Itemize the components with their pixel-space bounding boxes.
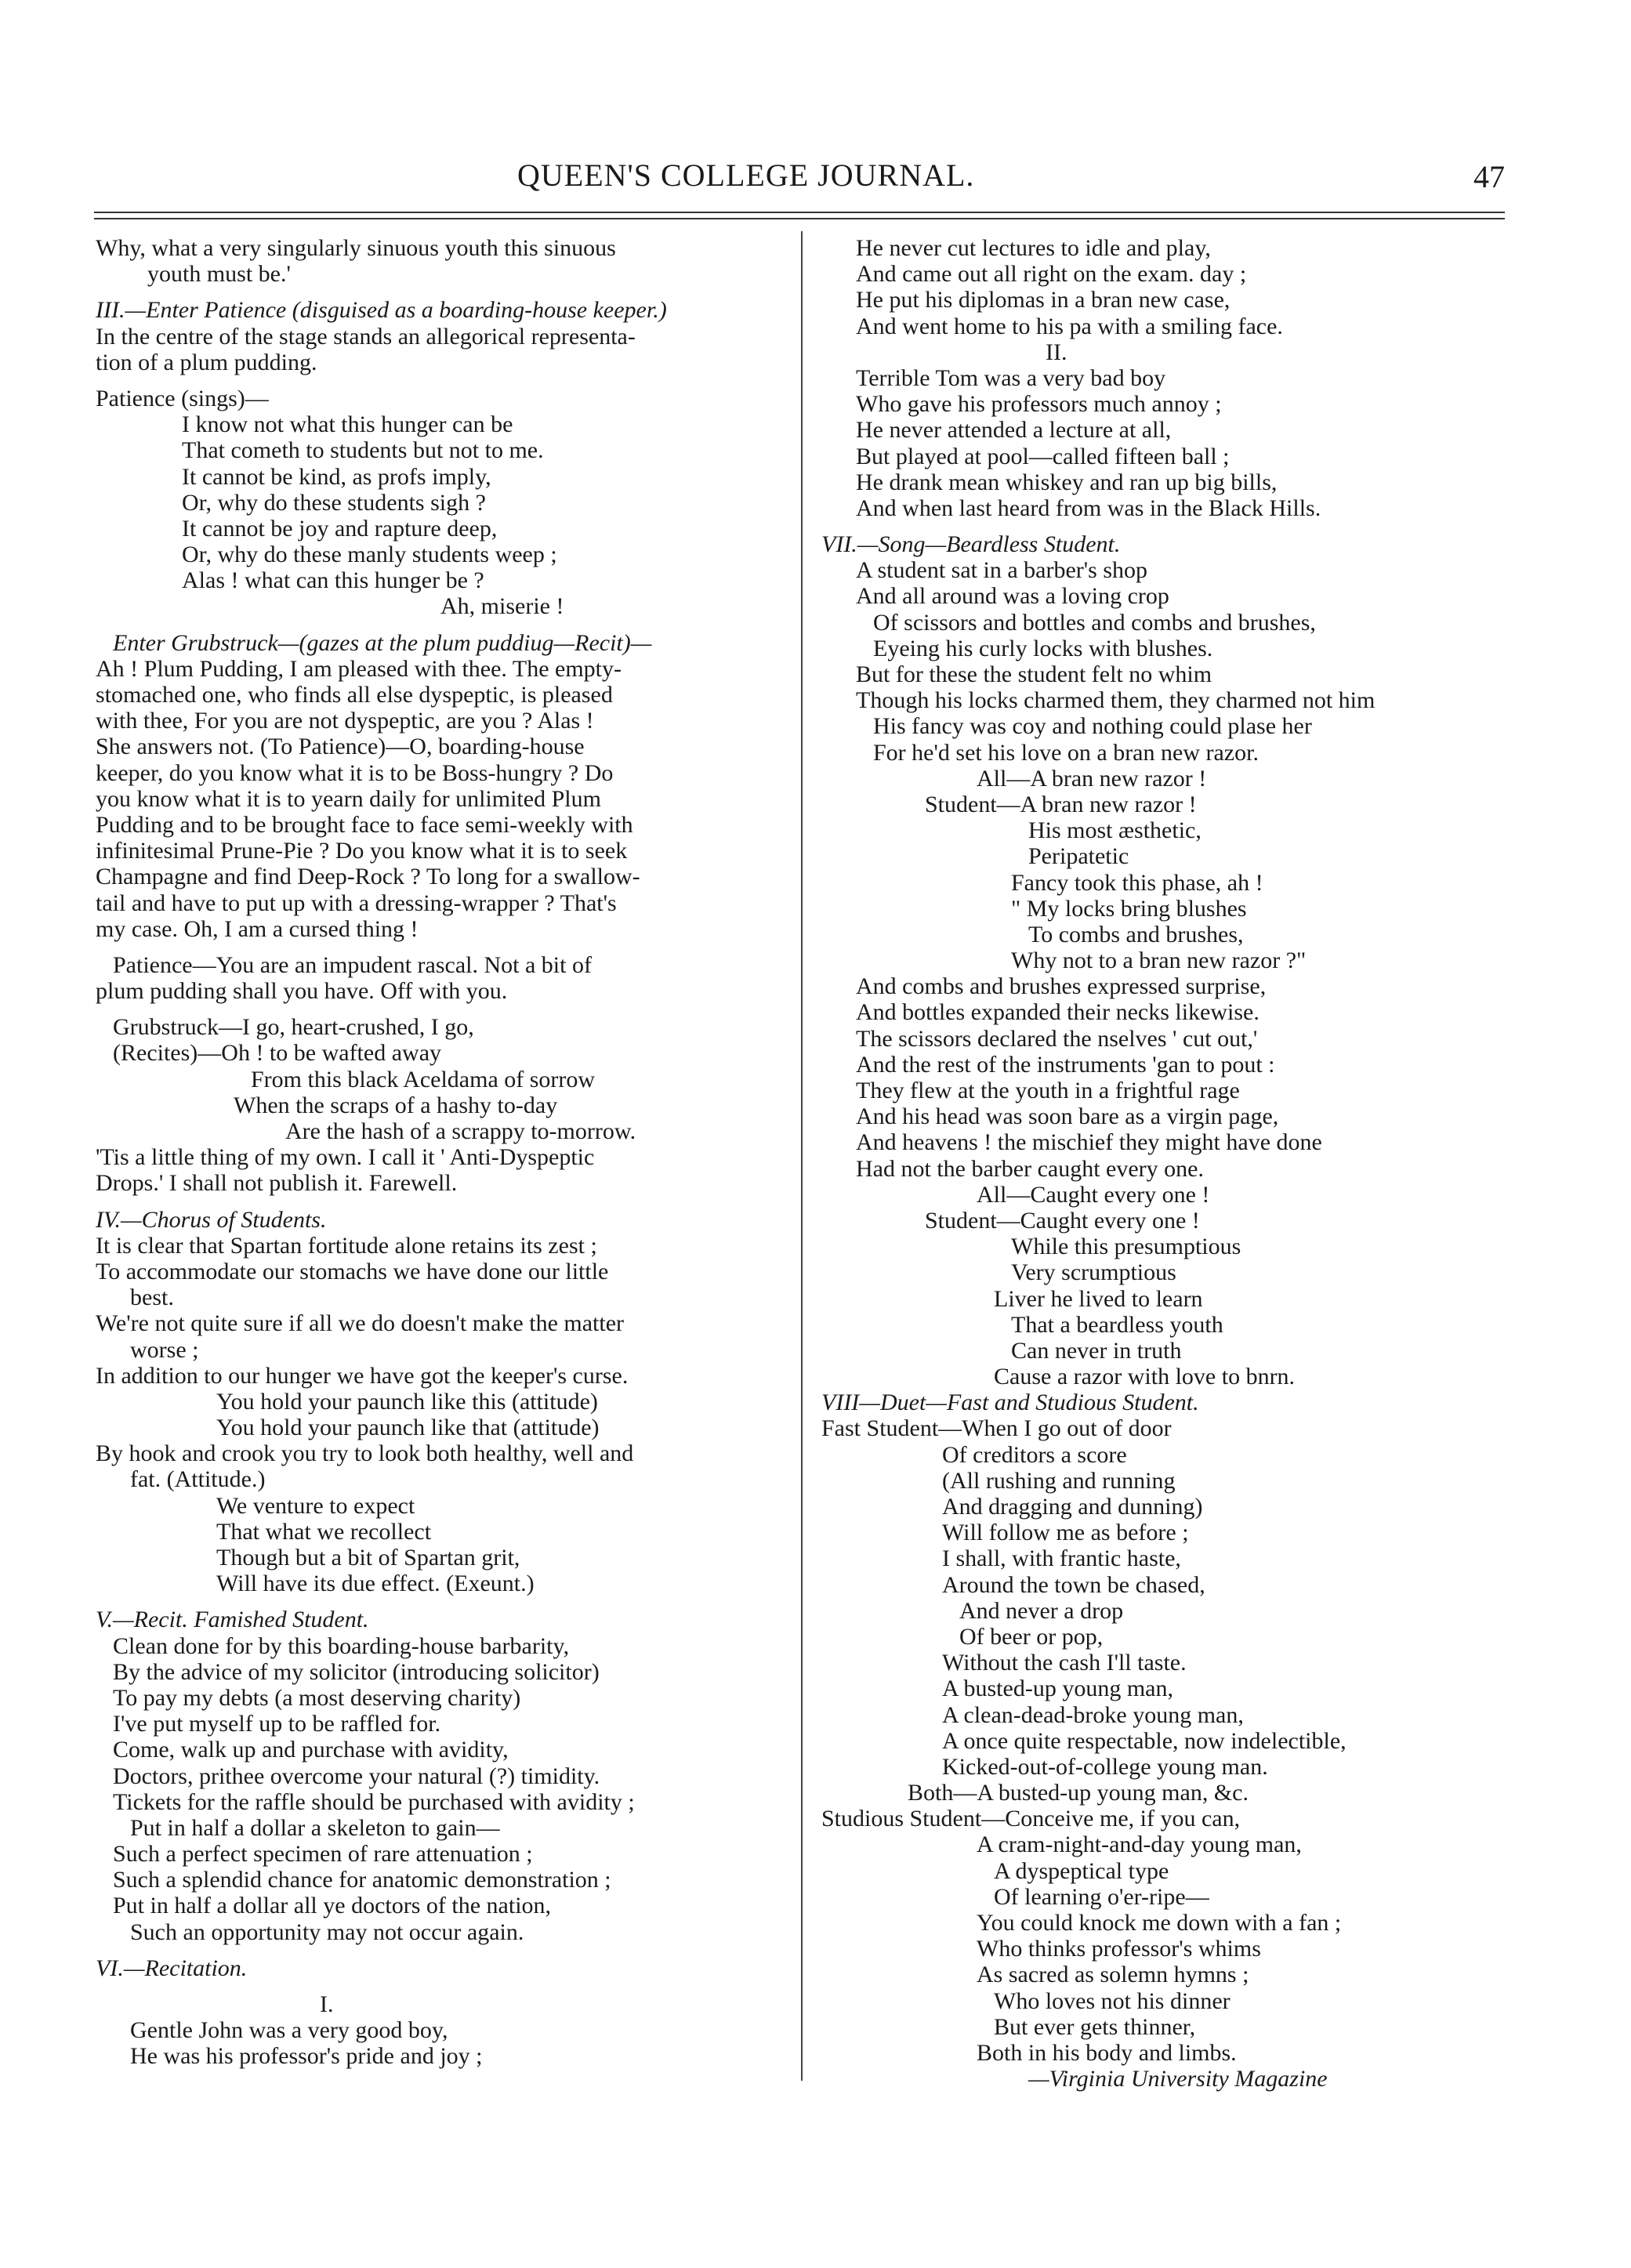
text-line: fat. (Attitude.) bbox=[130, 1466, 266, 1493]
text-line: To combs and brushes, bbox=[1028, 921, 1244, 947]
text-line: best. bbox=[130, 1284, 174, 1311]
text-line: Around the town be chased, bbox=[942, 1571, 1205, 1598]
text-line: He drank mean whiskey and ran up big bills, bbox=[856, 469, 1278, 495]
text-line: Can never in truth bbox=[1011, 1337, 1182, 1364]
text-line: And combs and brushes expressed surprise, bbox=[856, 973, 1267, 1000]
text-line: They flew at the youth in a frightful rage bbox=[856, 1078, 1240, 1103]
text-line: And the rest of the instruments 'gan to pout : bbox=[856, 1051, 1275, 1078]
line-gap bbox=[96, 1596, 793, 1607]
text-line: Ah, miserie ! bbox=[440, 593, 564, 620]
text-line: And heavens ! the mischief they might have done bbox=[856, 1129, 1322, 1156]
text-line: And his head was soon bare as a virgin page, bbox=[856, 1103, 1279, 1130]
text-line: She answers not. (To Patience)—O, boarding-house bbox=[96, 734, 585, 760]
header-rule bbox=[94, 212, 1505, 219]
text-line: Alas ! what can this hunger be ? bbox=[182, 567, 484, 594]
text-line: Kicked-out-of-college young man. bbox=[942, 1753, 1268, 1780]
text-line: You hold your paunch like this (attitude) bbox=[216, 1388, 598, 1415]
text-line: Studious Student—Conceive me, if you can, bbox=[821, 1806, 1241, 1832]
text-line: By the advice of my solicitor (introducing solicitor) bbox=[113, 1658, 600, 1685]
section-heading: VI.—Recitation. bbox=[96, 1955, 248, 1981]
text-line: All—A bran new razor ! bbox=[977, 765, 1207, 792]
text-line: He put his diplomas in a bran new case, bbox=[856, 287, 1230, 313]
text-line: II. bbox=[1046, 339, 1067, 365]
text-line: Put in half a dollar all ye doctors of the nation, bbox=[113, 1893, 552, 1919]
text-line: Had not the barber caught every one. bbox=[856, 1155, 1204, 1182]
text-line: Will follow me as before ; bbox=[942, 1520, 1189, 1546]
text-line: Gentle John was a very good boy, bbox=[130, 2017, 448, 2044]
text-line: That cometh to students but not to me. bbox=[182, 437, 544, 464]
text-line: That a beardless youth bbox=[1011, 1311, 1223, 1338]
text-line: " My locks bring blushes bbox=[1011, 895, 1247, 922]
text-line: Terrible Tom was a very bad boy bbox=[856, 364, 1166, 391]
text-line: For he'd set his love on a bran new razor. bbox=[873, 739, 1259, 766]
text-line: Both in his body and limbs. bbox=[977, 2039, 1237, 2066]
text-line: And when last heard from was in the Black Hills. bbox=[856, 495, 1321, 521]
text-line: Peripatetic bbox=[1028, 843, 1129, 870]
text-line: The scissors declared the nselves ' cut out,' bbox=[856, 1025, 1258, 1052]
section-heading: V.—Recit. Famished Student. bbox=[96, 1607, 369, 1633]
text-line: Are the hash of a scrappy to-morrow. bbox=[285, 1118, 636, 1144]
text-line: stomached one, who finds all else dyspeptic, is pleased bbox=[96, 682, 613, 708]
text-line: with thee, For you are not dyspeptic, are you ? Alas ! bbox=[96, 708, 594, 734]
text-line: He never attended a lecture at all, bbox=[856, 417, 1172, 444]
text-line: A dyspeptical type bbox=[994, 1857, 1169, 1884]
text-line: His fancy was coy and nothing could plase her bbox=[873, 713, 1312, 740]
text-line: We're not quite sure if all we do doesn't make the matter bbox=[96, 1310, 625, 1337]
text-line: In addition to our hunger we have got the keeper's curse. bbox=[96, 1362, 629, 1389]
text-line: Fast Student—When I go out of door bbox=[821, 1415, 1172, 1442]
line-gap bbox=[96, 1981, 793, 1991]
text-line: Of scissors and bottles and combs and brushes, bbox=[873, 609, 1316, 636]
text-line: Who loves not his dinner bbox=[994, 1987, 1230, 2014]
text-line: Put in half a dollar a skeleton to gain— bbox=[130, 1814, 500, 1841]
line-gap bbox=[821, 521, 1511, 531]
text-line: It cannot be joy and rapture deep, bbox=[182, 515, 498, 542]
text-line: Or, why do these manly students weep ; bbox=[182, 542, 557, 568]
text-line: By hook and crook you try to look both healthy, well and bbox=[96, 1440, 634, 1467]
text-line: youth must be.' bbox=[147, 261, 291, 288]
text-line: But ever gets thinner, bbox=[994, 2013, 1196, 2040]
text-line: He never cut lectures to idle and play, bbox=[856, 235, 1211, 261]
text-line: Tickets for the raffle should be purchased with avidity ; bbox=[113, 1788, 635, 1815]
text-line: And never a drop bbox=[959, 1597, 1124, 1624]
text-line: As sacred as solemn hymns ; bbox=[977, 1962, 1249, 1988]
text-line: Though his locks charmed them, they charmed not him bbox=[856, 687, 1375, 714]
text-line: To pay my debts (a most deserving charity) bbox=[113, 1684, 521, 1711]
line-gap bbox=[96, 1945, 793, 1955]
text-line: tail and have to put up with a dressing-wrapper ? That's bbox=[96, 889, 617, 916]
text-line: worse ; bbox=[130, 1336, 199, 1363]
text-line: It is clear that Spartan fortitude alone retains its zest ; bbox=[96, 1232, 597, 1259]
text-line: keeper, do you know what it is to be Boss-hungry ? Do bbox=[96, 759, 614, 786]
text-line: Without the cash I'll taste. bbox=[942, 1650, 1187, 1676]
section-heading: III.—Enter Patience (disguised as a boarding-house keeper.) bbox=[96, 297, 667, 324]
text-line: You hold your paunch like that (attitude) bbox=[216, 1415, 600, 1441]
line-gap bbox=[96, 1004, 793, 1014]
text-line: He was his professor's pride and joy ; bbox=[130, 2043, 483, 2070]
text-line: Eyeing his curly locks with blushes. bbox=[873, 635, 1213, 661]
text-line: Liver he lived to learn bbox=[994, 1285, 1203, 1312]
text-line: A clean-dead-broke young man, bbox=[942, 1701, 1244, 1728]
text-line: His most æsthetic, bbox=[1028, 817, 1202, 844]
text-line: But played at pool—called fifteen ball ; bbox=[856, 443, 1230, 469]
line-gap bbox=[96, 287, 793, 297]
line-gap bbox=[96, 375, 793, 386]
text-line: (Recites)—Oh ! to be wafted away bbox=[113, 1040, 442, 1067]
text-line: infinitesimal Prune-Pie ? Do you know what it is to seek bbox=[96, 838, 628, 864]
text-line: From this black Aceldama of sorrow bbox=[251, 1066, 596, 1092]
text-line: Very scrumptious bbox=[1011, 1259, 1176, 1286]
text-line: That what we recollect bbox=[216, 1518, 432, 1545]
text-line: A busted-up young man, bbox=[942, 1676, 1173, 1702]
text-line: I shall, with frantic haste, bbox=[942, 1545, 1181, 1572]
section-heading: —Virginia University Magazine bbox=[1028, 2066, 1328, 2092]
text-line: When the scraps of a hashy to-day bbox=[234, 1092, 558, 1118]
text-line: Student—Caught every one ! bbox=[925, 1207, 1200, 1234]
text-line: Champagne and find Deep-Rock ? To long for a swallow- bbox=[96, 864, 640, 890]
text-line: Will have its due effect. (Exeunt.) bbox=[216, 1571, 535, 1597]
text-line: All—Caught every one ! bbox=[977, 1181, 1210, 1208]
journal-title: QUEEN'S COLLEGE JOURNAL. bbox=[517, 158, 975, 193]
section-heading: VII.—Song—Beardless Student. bbox=[821, 531, 1121, 558]
text-line: Come, walk up and purchase with avidity, bbox=[113, 1737, 509, 1763]
text-line: And dragging and dunning) bbox=[942, 1494, 1203, 1520]
text-line: plum pudding shall you have. Off with you. bbox=[96, 978, 508, 1005]
text-line: In the centre of the stage stands an allegorical representa- bbox=[96, 323, 636, 350]
line-gap bbox=[96, 1197, 793, 1207]
text-line: Why not to a bran new razor ?" bbox=[1011, 947, 1307, 974]
text-line: Grubstruck—I go, heart-crushed, I go, bbox=[113, 1014, 474, 1041]
text-line: 'Tis a little thing of my own. I call it ' Anti-Dyspeptic bbox=[96, 1144, 595, 1171]
text-line: Who gave his professors much annoy ; bbox=[856, 391, 1222, 418]
text-line: And bottles expanded their necks likewise. bbox=[856, 999, 1259, 1026]
text-line: And went home to his pa with a smiling face. bbox=[856, 313, 1283, 339]
text-line: It cannot be kind, as profs imply, bbox=[182, 463, 491, 490]
text-line: Doctors, prithee overcome your natural (?) timidity. bbox=[113, 1763, 600, 1789]
text-line: Cause a razor with love to bnrn. bbox=[994, 1364, 1296, 1390]
text-line: And came out all right on the exam. day ; bbox=[856, 261, 1247, 288]
text-line: Drops.' I shall not publish it. Farewell. bbox=[96, 1170, 458, 1197]
text-line: Of creditors a score bbox=[942, 1441, 1127, 1468]
text-line: Fancy took this phase, ah ! bbox=[1011, 869, 1263, 896]
text-line: Ah ! Plum Pudding, I am pleased with thee. The empty- bbox=[96, 655, 622, 682]
text-line: Though but a bit of Spartan grit, bbox=[216, 1545, 520, 1571]
text-line: And all around was a loving crop bbox=[856, 583, 1169, 610]
text-line: (All rushing and running bbox=[942, 1467, 1176, 1494]
section-heading: VIII—Duet—Fast and Studious Student. bbox=[821, 1389, 1199, 1416]
page-number: 47 bbox=[1473, 159, 1505, 194]
text-line: you know what it is to yearn daily for unlimited Plum bbox=[96, 785, 601, 812]
section-heading: Enter Grubstruck—(gazes at the plum puddiug—Recit)— bbox=[113, 629, 652, 656]
text-line: Clean done for by this boarding-house barbarity, bbox=[113, 1632, 570, 1659]
text-line: But for these the student felt no whim bbox=[856, 661, 1212, 687]
text-line: We venture to expect bbox=[216, 1492, 415, 1519]
text-line: A once quite respectable, now indelectible, bbox=[942, 1727, 1346, 1754]
text-line: Such an opportunity may not occur again. bbox=[130, 1918, 524, 1945]
text-line: tion of a plum pudding. bbox=[96, 349, 317, 375]
text-line: Of learning o'er-ripe— bbox=[994, 1883, 1209, 1910]
text-line: my case. Oh, I am a cursed thing ! bbox=[96, 915, 419, 942]
text-line: A cram-night-and-day young man, bbox=[977, 1831, 1302, 1858]
text-line: I've put myself up to be raffled for. bbox=[113, 1711, 441, 1737]
text-line: To accommodate our stomachs we have done our little bbox=[96, 1258, 609, 1284]
line-gap bbox=[96, 620, 793, 630]
text-line: Student—A bran new razor ! bbox=[925, 791, 1197, 817]
text-line: While this presumptious bbox=[1011, 1234, 1241, 1260]
text-line: Who thinks professor's whims bbox=[977, 1936, 1261, 1962]
line-gap bbox=[96, 942, 793, 952]
left-column bbox=[96, 235, 793, 2070]
text-line: I. bbox=[320, 1991, 334, 2017]
text-line: Pudding and to be brought face to face semi-weekly with bbox=[96, 811, 633, 838]
text-line: Patience—You are an impudent rascal. Not a bit of bbox=[113, 951, 592, 978]
text-line: Patience (sings)— bbox=[96, 385, 269, 411]
text-line: Both—A busted-up young man, &c. bbox=[908, 1780, 1249, 1806]
text-line: You could knock me down with a fan ; bbox=[977, 1910, 1342, 1936]
text-line: I know not what this hunger can be bbox=[182, 411, 513, 438]
column-divider bbox=[801, 231, 803, 2081]
text-line: A student sat in a barber's shop bbox=[856, 557, 1148, 584]
text-line: Such a splendid chance for anatomic demonstration ; bbox=[113, 1867, 611, 1893]
right-column bbox=[821, 235, 1511, 2092]
section-heading: IV.—Chorus of Students. bbox=[96, 1206, 327, 1233]
text-line: Such a perfect specimen of rare attenuation ; bbox=[113, 1841, 533, 1868]
text-line: Or, why do these students sigh ? bbox=[182, 489, 486, 516]
text-line: Of beer or pop, bbox=[959, 1623, 1104, 1650]
text-line: Why, what a very singularly sinuous youth this sinuous bbox=[96, 235, 616, 261]
